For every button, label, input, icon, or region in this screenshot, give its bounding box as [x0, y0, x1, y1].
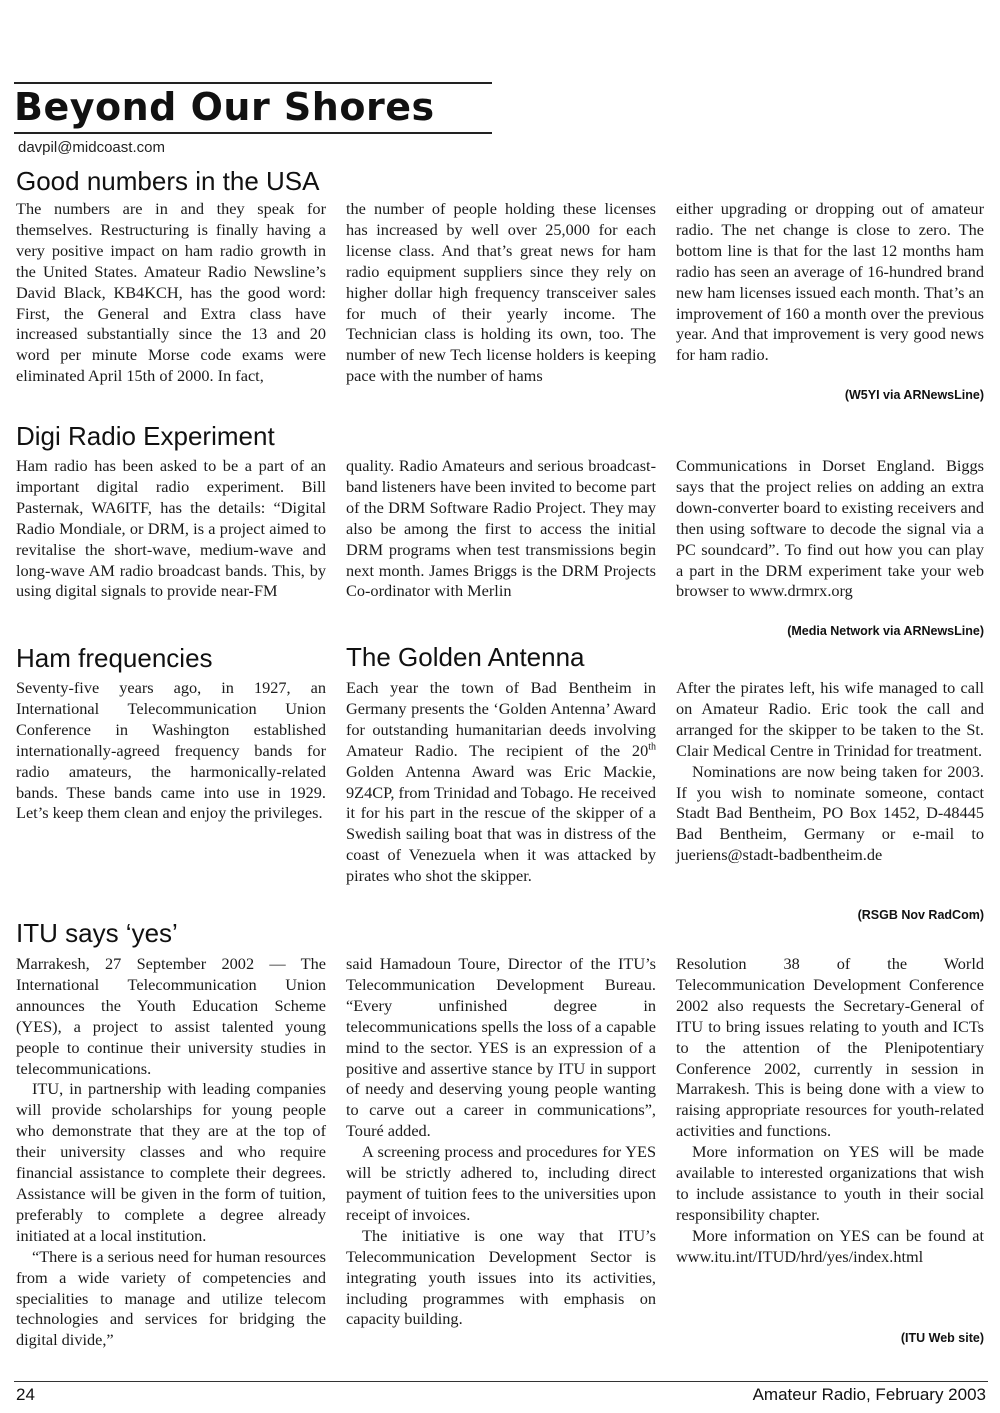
golden-paragraph-3: Nominations are now being taken for 2003. If you wish to nominate someone, contact Stadt Bad Bentheim, PO Box 1452, D-48445 Bad Bentheim, Germany or e-mail to jueriens@stadt-badbentheim.de	[676, 761, 984, 865]
golden-column-2	[346, 678, 656, 887]
golden-text-a: Each year the town of Bad Bentheim in Germany presents the ‘Golden Antenna’ Award for outstanding humanitarian deeds involving Amateur Radio. The recipient of the 20	[346, 678, 656, 760]
page-number: 24	[16, 1385, 35, 1404]
itu-paragraph-3: “There is a serious need for human resources from a wide variety of competencies and specialities to manage and utilize telecom technologies and services for bridging the digital divide,”	[16, 1246, 326, 1350]
itu-paragraph-5: A screening process and procedures for YES will be strictly adhered to, including direct payment of tuition fees to the universities upon receipt of invoices.	[346, 1142, 656, 1224]
digi-column-3	[676, 456, 984, 602]
usa-paragraph-3: either upgrading or dropping out of amateur radio. The net change is close to zero. The bottom line is that for the last 12 months ham radio has seen an average of 16-hundred brand new ham licenses issued each month. That’s an improvement of 160 a month over the previous year. And that improvement is very good news for ham radio.	[676, 199, 984, 365]
author-email: davpil@midcoast.com	[18, 139, 165, 156]
heading-ham-frequencies: Ham frequencies	[16, 643, 213, 673]
itu-paragraph-9: More information on YES can be found at www.itu.int/ITUD/hrd/yes/index.html	[676, 1225, 984, 1266]
heading-itu: ITU says ‘yes’	[16, 918, 178, 948]
digi-paragraph-2: quality. Radio Amateurs and serious broadcast-band listeners have been invited to become part of the DRM Software Radio Project. They may also be among the first to access the initial DRM programs when test transmissions begin next month. James Briggs is the DRM Projects Co-ordinator with Merlin	[346, 456, 656, 601]
heading-golden-antenna: The Golden Antenna	[346, 642, 585, 672]
digi-column-1	[16, 456, 326, 602]
digi-paragraph-1: Ham radio has been asked to be a part of an important digital radio experiment. Bill Pasternak, WA6ITF, has the details: “Digital Radio Mondiale, or DRM, is a project aimed to revitalise the short-wave, medium-wave and long-wave AM radio broadcast bands. This, by using digital signals to provide near-FM	[16, 456, 326, 601]
page-title: Beyond Our Shores	[14, 85, 435, 129]
heading-usa: Good numbers in the USA	[16, 166, 320, 196]
golden-credit: (RSGB Nov RadCom)	[857, 908, 984, 922]
usa-paragraph-1: The numbers are in and they speak for themselves. Restructuring is finally having a very positive impact on ham radio growth in the United States. Amateur Radio Newsline’s David Black, KB4KCH, has the good word: First, the General and Extra class have increased substantially since the 13 and 20 word per minute Morse code exams were eliminated April 15th of 2000. In fact,	[16, 199, 326, 386]
ham-column-1	[16, 678, 326, 824]
itu-paragraph-6: The initiative is one way that ITU’s Telecommunication Development Sector is integrating youth issues into its activities, including programmes with emphasis on capacity building.	[346, 1225, 656, 1329]
masthead-bottom-rule	[14, 132, 492, 134]
digi-paragraph-3: Communications in Dorset England. Biggs says that the project relies on adding an extra down-converter board to existing receivers and then using software to decode the signal via a PC soundcard”. To find out how you can play a part in the DRM experiment take your web browser to www.drmrx.org	[676, 456, 984, 601]
itu-paragraph-1: Marrakesh, 27 September 2002 — The International Telecommunication Union announces the Youth Education Scheme (YES), a project to assist talented young people to continue their university studies in telecommunications.	[16, 954, 326, 1078]
heading-digi: Digi Radio Experiment	[16, 421, 275, 451]
itu-column-1	[16, 954, 326, 1351]
itu-column-2	[346, 954, 656, 1330]
golden-ordinal-suffix: th	[648, 741, 656, 753]
usa-credit: (W5YI via ARNewsLine)	[844, 388, 984, 402]
golden-text-b: Golden Antenna Award was Eric Mackie, 9Z4CP, from Trinidad and Tobago. He received it for his part in the rescue of the skipper of a Swedish sailing boat that was in distress of the coast of Venezuela when it was attacked by pirates who shot the skipper.	[346, 761, 656, 886]
itu-paragraph-8: More information on YES will be made available to interested organizations that wish to include assistance to youth in their social responsibility chapter.	[676, 1142, 984, 1224]
footer-rule	[14, 1381, 988, 1382]
golden-paragraph-1	[346, 678, 656, 887]
itu-paragraph-7: Resolution 38 of the World Telecommunication Development Conference 2002 also requests the Secretary-General of ITU to bring issues relating to youth and ICTs to the attention of the Plenipotentiary Conference 2002, currently in session in Marrakesh. This is being done with a view to raising appropriate resources for youth-related activities and functions.	[676, 954, 984, 1141]
itu-column-3	[676, 954, 984, 1268]
usa-paragraph-2: the number of people holding these licenses has increased by well over 25,000 for each license class. And that’s great news for ham radio equipment suppliers since they rely on higher dollar high frequency transceiver sales for much of their yearly income. The Technician class is holding its own, too. The number of new Tech license holders is keeping pace with the number of hams	[346, 199, 656, 386]
digi-column-2	[346, 456, 656, 602]
itu-paragraph-4: said Hamadoun Toure, Director of the ITU’s Telecommunication Development Bureau. “Every unfinished degree in telecommunications spells the loss of a capable mind to the sector. YES is an expression of a positive and assertive stance by ITU in support of needy and deserving young people wanting to carve out a career in communications”, Touré added.	[346, 954, 656, 1141]
itu-paragraph-2: ITU, in partnership with leading companies will provide scholarships for young people who demonstrate that they are at the top of their university classes and who require financial assistance to complete their degrees. Assistance will be given in the form of tuition, preferably to complete a degree already initiated at a local institution.	[16, 1079, 326, 1245]
publication-info: Amateur Radio, February 2003	[752, 1385, 986, 1404]
golden-paragraph-2: After the pirates left, his wife managed to call on Amateur Radio. Eric took the call and arranged for the skipper to be taken to the St. Clair Medical Centre in Trinidad for treatment.	[676, 678, 984, 760]
usa-column-1	[16, 199, 326, 387]
usa-column-2	[346, 199, 656, 387]
ham-paragraph-1: Seventy-five years ago, in 1927, an International Telecommunication Union Conference in Washington established internationally-agreed frequency bands for radio amateurs, the harmonically-related bands. These bands came into use in 1929. Let’s keep them clean and enjoy the privileges.	[16, 678, 326, 823]
golden-column-3	[676, 678, 984, 866]
itu-credit: (ITU Web site)	[900, 1331, 984, 1345]
usa-column-3	[676, 199, 984, 366]
digi-credit: (Media Network via ARNewsLine)	[787, 624, 984, 638]
